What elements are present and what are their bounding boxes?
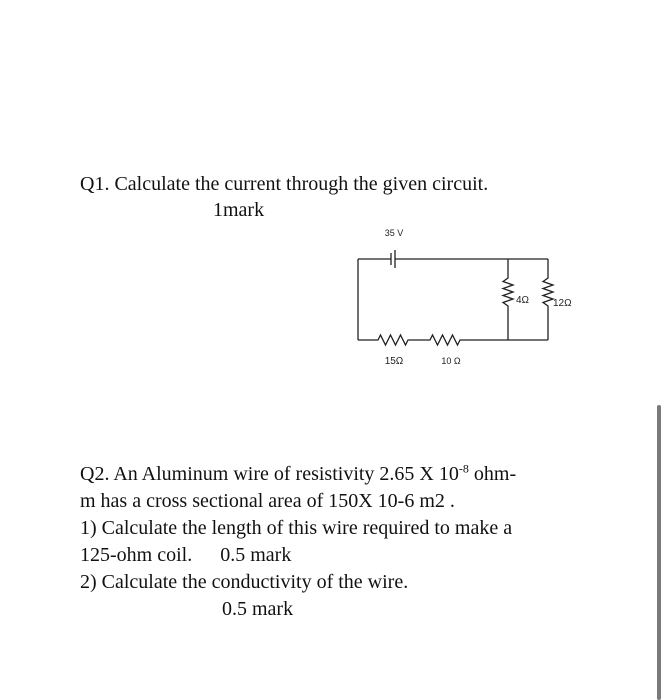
- q1-mark: 1mark: [213, 199, 265, 221]
- q2-part-1-cont: 125-ohm coil. 0.5 mark: [80, 544, 292, 566]
- bottom-wire: [358, 335, 548, 345]
- q2-part-2-mark: 0.5 mark: [222, 598, 294, 620]
- q2-text-line-1: Q2. An Aluminum wire of resistivity 2.65 X $10^{-8}$ ohm-: [80, 461, 517, 485]
- resistor-label-10: 10 Ω: [441, 356, 461, 366]
- resistor-label-15: 15Ω: [384, 356, 404, 367]
- battery-label: 35 V: [384, 228, 404, 238]
- battery-symbol: [391, 250, 395, 268]
- q1-text: Q1. Calculate the current through the given circuit.: [80, 173, 489, 195]
- circuit-diagram: [340, 222, 570, 372]
- parallel-resistor-4: [503, 259, 513, 340]
- q2-part-1: 1) Calculate the length of this wire required to make a: [80, 517, 513, 539]
- resistor-label-12: 12Ω: [553, 298, 572, 309]
- q2-part-2: 2) Calculate the conductivity of the wire.: [80, 571, 409, 593]
- q2-text-line-2: m has a cross sectional area of 150X 10-6 m2 .: [80, 490, 455, 512]
- vertical-scrollbar[interactable]: [657, 405, 661, 700]
- q2-part-1-mark: 0.5 mark: [220, 544, 292, 566]
- parallel-resistor-12: [543, 259, 553, 340]
- resistor-label-4: 4Ω: [516, 295, 530, 306]
